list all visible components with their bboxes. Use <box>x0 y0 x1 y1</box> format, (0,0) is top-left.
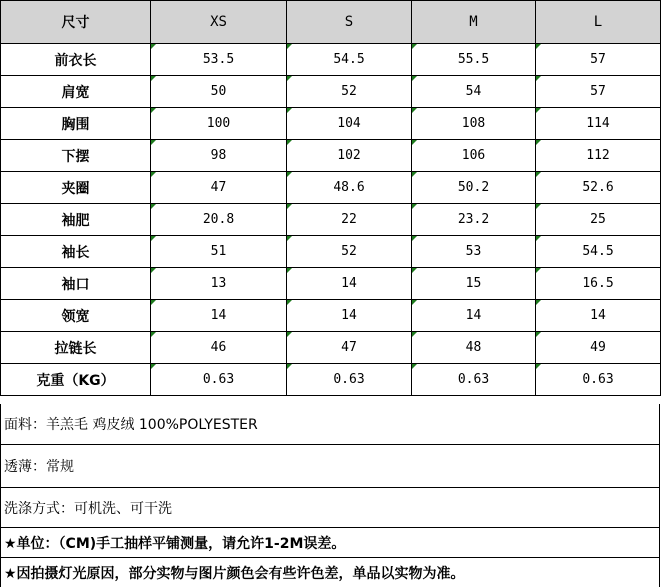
table-row <box>1 44 661 76</box>
cell-corner-mark-icon <box>536 140 541 145</box>
table-row <box>1 204 661 236</box>
cell-corner-mark-icon <box>287 236 292 241</box>
cell-corner-mark-icon <box>151 140 156 145</box>
table-row <box>1 236 661 268</box>
value-text: 0.63 <box>457 372 490 387</box>
measurement-value-m <box>412 236 536 268</box>
cell-corner-mark-icon <box>287 364 292 369</box>
value-text: 53.5 <box>202 52 235 67</box>
cell-corner-mark-icon <box>412 300 417 305</box>
measurement-value-s <box>287 140 412 172</box>
cell-corner-mark-icon <box>412 268 417 273</box>
cell-corner-mark-icon <box>412 44 417 49</box>
measurement-label: 肩宽 <box>1 76 151 108</box>
value-text: 57 <box>590 52 606 67</box>
washing-info <box>0 488 660 528</box>
thickness-text: 透薄：常规 <box>4 459 74 475</box>
cell-corner-mark-icon <box>287 108 292 113</box>
measurement-label: 拉链长 <box>1 332 151 364</box>
measurement-value-l <box>536 140 661 172</box>
cell-corner-mark-icon <box>151 204 156 209</box>
cell-corner-mark-icon <box>536 364 541 369</box>
cell-corner-mark-icon <box>536 44 541 49</box>
value-text: 112 <box>586 148 610 163</box>
measurement-value-xs <box>151 44 287 76</box>
value-text: 47 <box>341 340 357 355</box>
size-header-s: S <box>287 1 412 44</box>
measurement-value-l <box>536 300 661 332</box>
cell-corner-mark-icon <box>287 332 292 337</box>
cell-corner-mark-icon <box>287 268 292 273</box>
cell-corner-mark-icon <box>412 364 417 369</box>
cell-corner-mark-icon <box>151 300 156 305</box>
measurement-value-xs <box>151 172 287 204</box>
measurement-value-s <box>287 172 412 204</box>
value-text: 14 <box>341 308 357 323</box>
measurement-value-l <box>536 236 661 268</box>
cell-corner-mark-icon <box>287 140 292 145</box>
color-note <box>0 558 660 587</box>
value-text: 15 <box>465 276 482 291</box>
value-text: 52 <box>341 84 357 99</box>
cell-corner-mark-icon <box>151 108 156 113</box>
measurement-label: 前衣长 <box>1 44 151 76</box>
measurement-value-l <box>536 332 661 364</box>
size-header-xs: XS <box>151 1 287 44</box>
value-text: 13 <box>210 276 227 291</box>
measurement-value-s <box>287 204 412 236</box>
cell-corner-mark-icon <box>412 76 417 81</box>
washing-text: 洗涤方式：可机洗、可干洗 <box>4 500 172 517</box>
measurement-value-xs <box>151 140 287 172</box>
measurement-label: 下摆 <box>1 140 151 172</box>
measurement-value-m <box>412 44 536 76</box>
unit-note <box>0 528 660 558</box>
measurement-label: 胸围 <box>1 108 151 140</box>
value-text: 106 <box>461 148 486 163</box>
cell-corner-mark-icon <box>536 332 541 337</box>
measurement-value-s <box>287 76 412 108</box>
value-text: 14 <box>210 308 227 323</box>
measurement-value-s <box>287 364 412 396</box>
measurement-value-s <box>287 332 412 364</box>
cell-corner-mark-icon <box>536 268 541 273</box>
table-row <box>1 108 661 140</box>
value-text: 16.5 <box>582 276 614 291</box>
value-text: 55.5 <box>457 52 490 67</box>
value-text: 14 <box>465 308 482 323</box>
cell-corner-mark-icon <box>536 300 541 305</box>
cell-corner-mark-icon <box>287 172 292 177</box>
measurement-label: 袖口 <box>1 268 151 300</box>
measurement-value-m <box>412 172 536 204</box>
value-text: 114 <box>586 116 610 131</box>
cell-corner-mark-icon <box>287 44 292 49</box>
value-text: 50.2 <box>457 180 490 195</box>
size-column-header: 尺寸 <box>1 1 151 44</box>
value-text: 23.2 <box>457 212 490 227</box>
value-text: 22 <box>341 212 357 227</box>
measurement-value-m <box>412 268 536 300</box>
measurement-value-l <box>536 364 661 396</box>
table-row <box>1 300 661 332</box>
measurement-value-s <box>287 44 412 76</box>
value-text: 57 <box>590 84 606 99</box>
value-text: 0.63 <box>333 372 365 387</box>
measurement-label: 袖肥 <box>1 204 151 236</box>
value-text: 98 <box>210 148 227 163</box>
size-header-l: L <box>536 1 661 44</box>
measurement-value-xs <box>151 268 287 300</box>
cell-corner-mark-icon <box>536 76 541 81</box>
value-text: 53 <box>465 244 482 259</box>
value-text: 48 <box>465 340 482 355</box>
value-text: 52.6 <box>582 180 614 195</box>
value-text: 20.8 <box>202 212 235 227</box>
measurement-label: 袖长 <box>1 236 151 268</box>
measurement-value-l <box>536 108 661 140</box>
cell-corner-mark-icon <box>412 236 417 241</box>
cell-corner-mark-icon <box>151 236 156 241</box>
measurement-value-l <box>536 76 661 108</box>
measurement-value-xs <box>151 108 287 140</box>
value-text: 54.5 <box>333 52 365 67</box>
measurement-value-m <box>412 76 536 108</box>
value-text: 25 <box>590 212 606 227</box>
table-row <box>1 268 661 300</box>
thickness-info <box>0 445 660 488</box>
cell-corner-mark-icon <box>151 76 156 81</box>
measurement-value-m <box>412 140 536 172</box>
measurement-value-m <box>412 364 536 396</box>
value-text: 50 <box>210 84 227 99</box>
value-text: 100 <box>206 116 231 131</box>
table-row <box>1 364 661 396</box>
cell-corner-mark-icon <box>536 172 541 177</box>
measurement-value-m <box>412 108 536 140</box>
measurement-value-xs <box>151 300 287 332</box>
measurement-label: 夹圈 <box>1 172 151 204</box>
cell-corner-mark-icon <box>287 204 292 209</box>
cell-corner-mark-icon <box>287 76 292 81</box>
measurement-value-m <box>412 204 536 236</box>
cell-corner-mark-icon <box>151 172 156 177</box>
measurement-value-s <box>287 108 412 140</box>
value-text: 104 <box>337 116 361 131</box>
table-row <box>1 332 661 364</box>
color-note-text: ★因拍摄灯光原因，部分实物与图片颜色会有些许色差，单品以实物为准。 <box>4 565 465 582</box>
cell-corner-mark-icon <box>412 332 417 337</box>
cell-corner-mark-icon <box>412 140 417 145</box>
measurement-value-l <box>536 204 661 236</box>
value-text: 14 <box>590 308 606 323</box>
measurement-value-l <box>536 172 661 204</box>
measurement-value-m <box>412 300 536 332</box>
cell-corner-mark-icon <box>151 364 156 369</box>
value-text: 54 <box>465 84 482 99</box>
value-text: 54.5 <box>582 244 614 259</box>
measurement-value-s <box>287 300 412 332</box>
cell-corner-mark-icon <box>536 236 541 241</box>
value-text: 47 <box>210 180 227 195</box>
size-header-m: M <box>412 1 536 44</box>
value-text: 51 <box>210 244 227 259</box>
value-text: 46 <box>210 340 227 355</box>
measurement-value-xs <box>151 204 287 236</box>
value-text: 102 <box>337 148 361 163</box>
table-row <box>1 172 661 204</box>
cell-corner-mark-icon <box>151 332 156 337</box>
table-row <box>1 76 661 108</box>
measurement-value-s <box>287 236 412 268</box>
cell-corner-mark-icon <box>412 108 417 113</box>
measurement-value-s <box>287 268 412 300</box>
unit-note-text: ★单位：（CM)手工抽样平铺测量，请允许1-2M误差。 <box>4 535 346 552</box>
cell-corner-mark-icon <box>151 44 156 49</box>
table-header-row <box>1 1 661 44</box>
value-text: 14 <box>341 276 357 291</box>
fabric-text: 面料：羊羔毛 鸡皮绒 100%POLYESTER <box>4 417 258 433</box>
value-text: 0.63 <box>202 372 235 387</box>
measurement-label: 克重（KG） <box>1 364 151 396</box>
value-text: 52 <box>341 244 357 259</box>
cell-corner-mark-icon <box>412 204 417 209</box>
cell-corner-mark-icon <box>287 300 292 305</box>
measurement-value-xs <box>151 332 287 364</box>
measurement-value-xs <box>151 236 287 268</box>
cell-corner-mark-icon <box>151 268 156 273</box>
fabric-info <box>0 404 660 445</box>
value-text: 108 <box>461 116 486 131</box>
measurement-label: 领宽 <box>1 300 151 332</box>
measurement-value-l <box>536 268 661 300</box>
value-text: 49 <box>590 340 606 355</box>
cell-corner-mark-icon <box>412 172 417 177</box>
value-text: 48.6 <box>333 180 365 195</box>
measurement-value-xs <box>151 364 287 396</box>
measurement-value-xs <box>151 76 287 108</box>
cell-corner-mark-icon <box>536 204 541 209</box>
value-text: 0.63 <box>582 372 614 387</box>
table-row <box>1 140 661 172</box>
measurement-value-m <box>412 332 536 364</box>
measurement-value-l <box>536 44 661 76</box>
cell-corner-mark-icon <box>536 108 541 113</box>
